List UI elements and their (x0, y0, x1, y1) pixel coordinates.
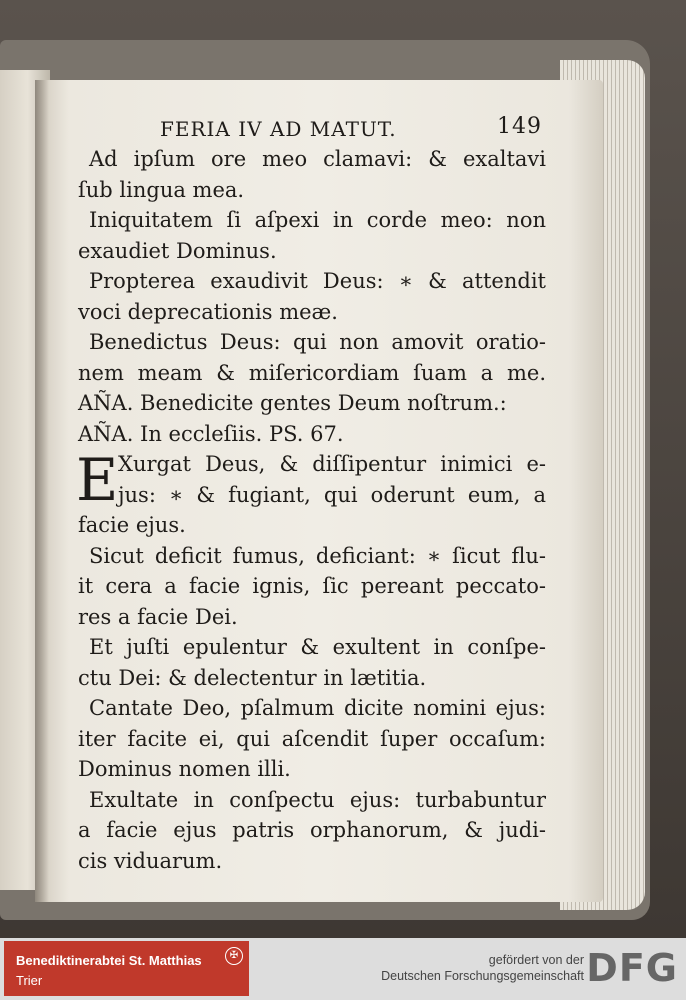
funder-name: Deutschen Forschungsgemeinschaft (381, 969, 584, 983)
text-line: Sicut deficit fumus, deficiant: ∗ ſicut flu- (89, 543, 546, 568)
text-line: Iniquitatem ſi aſpexi in corde meo: non (89, 208, 546, 232)
text-line: it cera a facie ignis, ſic pereant peccato- (78, 574, 546, 598)
text-line: iter facite ei, qui aſcendit ſuper occaſum: (78, 726, 546, 751)
text-line: facie ejus. (78, 513, 186, 537)
text-line: Benedictus Deus: qui non amovit oratio- (89, 330, 546, 354)
text-line: Ad ipſum ore meo clamavi: & exaltavi (89, 147, 546, 171)
text-line: Cantate Deo, pſalmum dicite nomini ejus: (89, 696, 546, 720)
antiphon-line: AÑA. Benedicite gentes Deum noſtrum.: (78, 391, 507, 415)
institution-name: Benediktinerabtei St. Matthias (16, 953, 202, 968)
abbey-seal-icon: ✠ (225, 947, 243, 965)
text-line: res a facie Dei. (78, 604, 238, 629)
text-line: Et juſti epulentur & exultent in conſpe- (89, 635, 546, 659)
institution-badge[interactable] (4, 941, 249, 996)
text-line: cis viduarum. (78, 848, 223, 873)
text-line: Exultate in conſpectu ejus: turbabuntur (89, 787, 546, 812)
text-line: exaudiet Dominus. (78, 238, 277, 263)
running-title: FERIA IV AD MATUT. (160, 117, 397, 141)
text-line: voci deprecationis meæ. (78, 299, 338, 324)
institution-city: Trier (16, 973, 43, 988)
antiphon-line: AÑA. In eccleſiis. PS. 67. (78, 421, 344, 446)
page-text (78, 112, 546, 876)
dfg-logo[interactable]: DFG (586, 946, 678, 990)
psalm-opening (76, 446, 546, 514)
text-line: ſub lingua mea. (78, 177, 245, 202)
text-line: ctu Dei: & delectentur in lætitia. (78, 665, 427, 690)
page-number: 149 (497, 114, 542, 139)
funding-note: gefördert von der (488, 953, 584, 967)
drop-capital: E (76, 446, 119, 514)
text-line: Xurgat Deus, & diſſipentur inimici e- (118, 452, 546, 476)
text-line: a facie ejus patris orphanorum, & judi- (78, 818, 546, 842)
page-gutter-shadow (35, 80, 49, 902)
text-line: Propterea exaudivit Deus: ∗ & attendit (89, 269, 546, 293)
text-line: nem meam & miſericordiam ſuam a me. (78, 360, 546, 385)
digitization-footer (0, 938, 686, 1000)
text-line: Dominus nomen illi. (78, 757, 291, 781)
running-header (78, 112, 546, 144)
text-line: jus: ∗ & fugiant, qui oderunt eum, a (118, 482, 546, 507)
